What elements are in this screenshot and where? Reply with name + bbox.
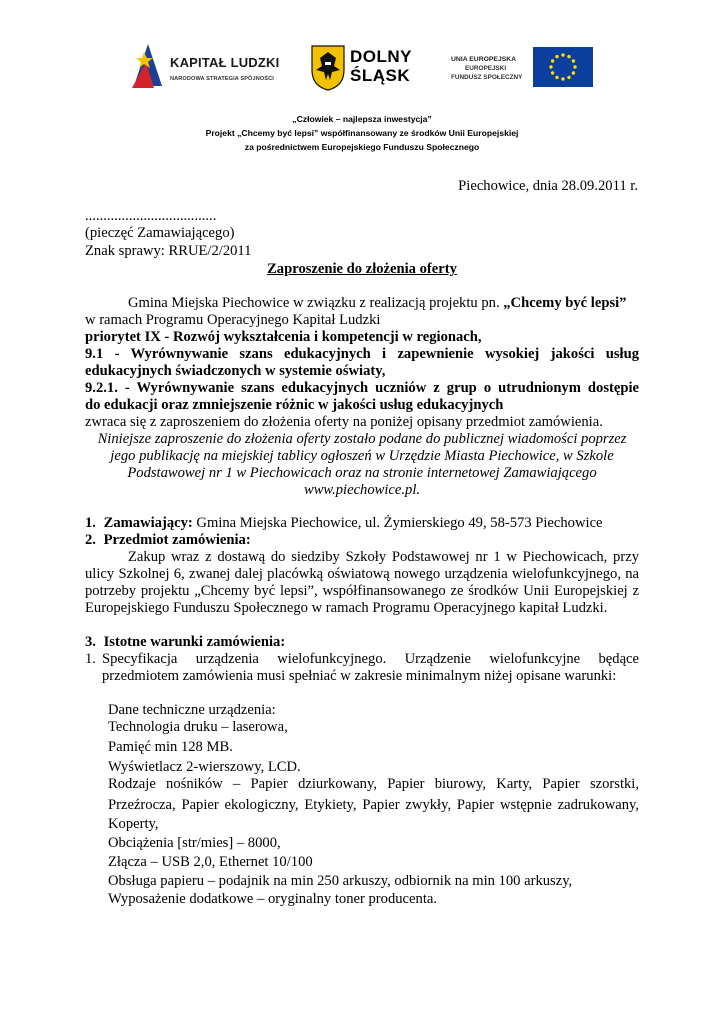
dolny-slask-crest-icon bbox=[310, 44, 346, 92]
section3-item-number: 1. bbox=[85, 651, 96, 667]
eu-logo bbox=[447, 38, 592, 98]
section1-label: Zamawiający: bbox=[103, 515, 193, 531]
kapital-ludzki-title: KAPITAŁ LUDZKI bbox=[170, 55, 280, 70]
intro-line2: w ramach Programu Operacyjnego Kapitał Ludzki bbox=[85, 312, 381, 328]
kapital-ludzki-logo bbox=[126, 38, 296, 98]
section1-ordering-party bbox=[85, 515, 603, 532]
eu-line3: FUNDUSZ SPOŁECZNY bbox=[451, 74, 523, 81]
dolny-slask-logo bbox=[310, 38, 422, 98]
project-name: „Chcemy być lepsi” bbox=[503, 295, 627, 311]
spec-extras: Wyposażenie dodatkowe – oryginalny toner producenta. bbox=[108, 891, 437, 907]
section3-heading bbox=[85, 634, 285, 651]
spec-load: Obciążenia [str/mies] – 8000, bbox=[108, 835, 281, 851]
kapital-ludzki-subtitle: NARODOWA STRATEGIA SPÓJNOŚCI bbox=[170, 76, 274, 82]
spec-media-line1: Rodzaje nośników – Papier dziurkowany, Papier biurowy, Karty, Papier szorstki, bbox=[108, 776, 639, 792]
intro-request: zwraca się z zaproszeniem do złożenia oferty na poniżej opisany przedmiot zamówienia. bbox=[85, 414, 603, 430]
section2-heading bbox=[85, 532, 251, 549]
project-caption bbox=[0, 112, 724, 154]
notice-website-link[interactable]: www.piechowice.pl. bbox=[303, 482, 421, 498]
section1-text: Gmina Miejska Piechowice, ul. Żymierskiego 49, 58-573 Piechowice bbox=[192, 515, 603, 531]
eu-line2: EUROPEJSKI bbox=[465, 65, 507, 72]
spec-media-line2: Przeźrocza, Papier ekologiczny, Etykiety, Papier zwykły, Papier wstępnie zadrukowany, bbox=[108, 797, 639, 813]
section2-line4: Europejskiego Funduszu Społecznego w ramach Programu Operacyjnego kapitał Ludzki. bbox=[85, 600, 608, 616]
eu-line1: UNIA EUROPEJSKA bbox=[451, 56, 517, 63]
caption-line2: Projekt „Chcemy być lepsi” współfinansowany ze środków Unii Europejskiej bbox=[205, 128, 519, 138]
spec-media-line3: Koperty, bbox=[108, 816, 159, 832]
section2-line2: ulicy Szkolnej 6, zwanej dalej placówką oświatową nowego urządzenia wielofunkcyjnego, na bbox=[85, 566, 639, 582]
notice-line1: Niniejsze zaproszenie do złożenia oferty zostało podane do publicznej wiadomości poprzez bbox=[97, 431, 627, 447]
section3-item-line2: przedmiotem zamówienia musi spełniać w zakresie minimalnym niżej opisane warunki: bbox=[102, 668, 617, 684]
logo-header bbox=[0, 38, 724, 98]
section2-label: Przedmiot zamówienia: bbox=[103, 532, 251, 548]
kapital-ludzki-emblem-icon bbox=[126, 38, 168, 98]
spec-paper-handling: Obsługa papieru – podajnik na min 250 arkuszy, odbiornik na min 100 arkuszy, bbox=[108, 873, 573, 889]
spec-display: Wyświetlacz 2-wierszowy, LCD. bbox=[108, 759, 301, 775]
intro-measure-921: 9.2.1. - Wyrównywanie szans edukacyjnych uczniów z grup o utrudnionym dostępie bbox=[85, 380, 639, 396]
stamp-dots: .................................... bbox=[85, 208, 217, 224]
dolny-slask-line1: DOLNY bbox=[350, 47, 412, 66]
intro-measure-921-cont: do edukacji oraz zmniejszenie różnic w jakości usług edukacyjnych bbox=[85, 397, 504, 413]
spec-technology: Technologia druku – laserowa, bbox=[108, 719, 288, 735]
section3-number: 3. bbox=[85, 634, 96, 650]
case-number: Znak sprawy: RRUE/2/2011 bbox=[85, 243, 252, 259]
spec-ports: Złącza – USB 2,0, Ethernet 10/100 bbox=[108, 854, 313, 870]
caption-line3: za pośrednictwem Europejskiego Funduszu Społecznego bbox=[244, 142, 480, 152]
stamp-label: (pieczęć Zamawiającego) bbox=[85, 225, 235, 241]
intro-line1-text: Gmina Miejska Piechowice w związku z realizacją projektu pn. bbox=[128, 295, 504, 311]
intro-measure-91: 9.1 - Wyrównywanie szans edukacyjnych i zapewnienie wysokiej jakości usług bbox=[85, 346, 639, 362]
place-date: Piechowice, dnia 28.09.2011 r. bbox=[458, 178, 638, 194]
document-title: Zaproszenie do złożenia oferty bbox=[267, 261, 457, 277]
intro-priority: priorytet IX - Rozwój wykształcenia i kompetencji w regionach, bbox=[85, 329, 482, 345]
notice-line2: jego publikację na miejskiej tablicy ogłoszeń w Urzędzie Miasta Piechowice, w Szkole bbox=[110, 448, 614, 464]
section3-label: Istotne warunki zamówienia: bbox=[103, 634, 286, 650]
spec-heading: Dane techniczne urządzenia: bbox=[108, 702, 276, 718]
eu-flag-icon bbox=[533, 47, 593, 87]
section2-line1: Zakup wraz z dostawą do siedziby Szkoły Podstawowej nr 1 w Piechowicach, przy bbox=[128, 549, 639, 565]
section1-number: 1. bbox=[85, 515, 96, 531]
dolny-slask-line2: ŚLĄSK bbox=[350, 66, 411, 85]
spec-memory: Pamięć min 128 MB. bbox=[108, 739, 233, 755]
intro-line1 bbox=[128, 295, 626, 312]
notice-line3: Podstawowej nr 1 w Piechowicach oraz na stronie internetowej Zamawiającego bbox=[127, 465, 597, 481]
caption-line1: „Człowiek – najlepsza inwestycja” bbox=[292, 114, 432, 124]
section3-item-line1: Specyfikacja urządzenia wielofunkcyjnego. Urządzenie wielofunkcyjne będące bbox=[102, 651, 639, 667]
section2-number: 2. bbox=[85, 532, 96, 548]
intro-measure-91-cont: edukacyjnych świadczonych w systemie oświaty, bbox=[85, 363, 386, 379]
section2-line3: potrzeby projektu „Chcemy być lepsi”, współfinansowanego ze środków Unii Europejskiej z bbox=[85, 583, 639, 599]
